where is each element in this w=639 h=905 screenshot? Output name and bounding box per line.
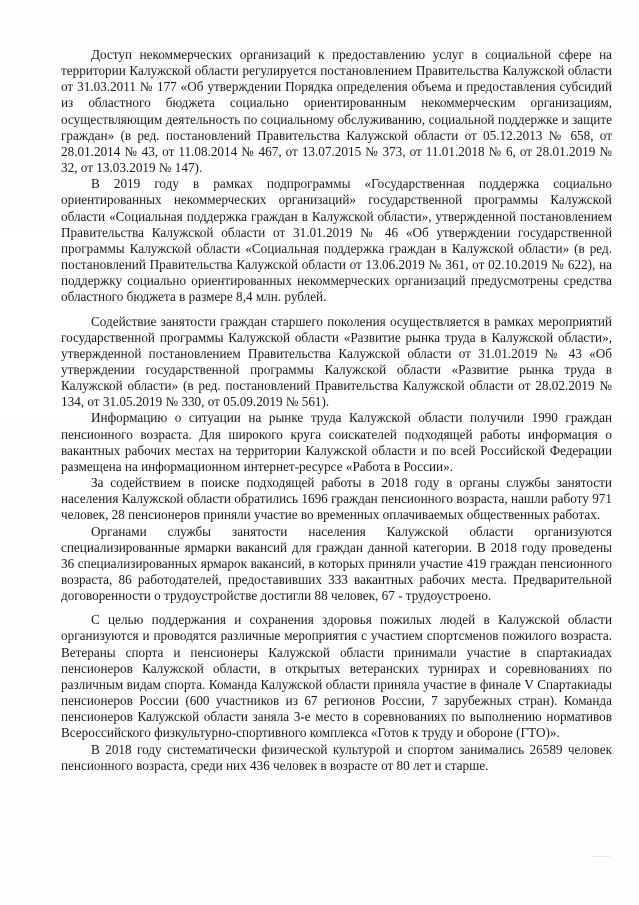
paragraph-job-search-2018: За содействием в поиске подходящей работы в 2018 году в органы службы занятости населения Калужской области обратились 1696 граждан пенсионного возраста, нашли работу 971 человек, 28 пенсионеров приняли участие во временных оплачиваемых общественных работах. — [61, 475, 612, 523]
scan-artifact — [592, 856, 610, 867]
paragraph-sports-statistics: В 2018 году систематически физической культурой и спортом занимались 26589 человек пенсионного возраста, среди них 436 человек в возрасте от 80 лет и старше. — [61, 741, 612, 773]
paragraph-employment-program: Содействие занятости граждан старшего поколения осуществляется в рамках мероприятий государственной программы Калужской области «Развитие рынка труда в Калужской области», утвержденной постановлением Правительства Калужской области от 31.01.2019 № 43 «Об утверждении государственной программы Калужской области «Развитие рынка труда в Калужской области» (в ред. постановлений Правительства Калужской области от 28.02.2019 № 134, от 31.05.2019 № 330, от 05.09.2019 № 561). — [61, 313, 612, 410]
paragraph-nko-access: Доступ некоммерческих организаций к предоставлению услуг в социальной сфере на территории Калужской области регулируется постановлением Правительства Калужской области от 31.03.2011 № 177 «Об утверждении Порядка определения объема и предоставления субсидий из областного бюджета социально ориентированным некоммерческим организациям, осуществляющим деятельность по социальному обслуживанию, социальной поддержке и защите граждан» (в ред. постановлений Правительства Калужской области от 05.12.2013 № 658, от 28.01.2014 № 43, от 11.08.2014 № 467, от 13.07.2015 № 373, от 11.01.2018 № 6, от 28.01.2019 № 32, от 13.03.2019 № 147). — [61, 47, 612, 176]
paragraph-job-fairs: Органами службы занятости населения Калужской области организуются специализированные ярмарки вакансий для граждан данной категории. В 2018 году проведены 36 специализированных ярмарок вакансий, в которых приняли участие 419 граждан пенсионного возраста, 86 работодателей, предоставивших 333 вакантных рабочих места. Предварительной договоренности о трудоустройстве достигли 88 человек, 67 - трудоустроено. — [61, 523, 612, 604]
document-body — [61, 47, 612, 774]
paragraph-sports-events: С целью поддержания и сохранения здоровья пожилых людей в Калужской области организуются и проводятся различные мероприятия с участием спортсменов пожилого возраста. Ветераны спорта и пенсионеры Калужской области принимали участие в спартакиадах пенсионеров Калужской области, в открытых ветеранских турнирах и соревнованиях по различным видам спорта. Команда Калужской области приняла участие в финале V Спартакиады пенсионеров России (600 участников из 67 регионов России, 7 зарубежных стран). Команда пенсионеров Калужской области заняла 3-е место в соревнованиях по выполнению нормативов Всероссийского физкультурно-спортивного комплекса «Готов к труду и обороне (ГТО)». — [61, 612, 612, 741]
paragraph-labor-market-info: Информацию о ситуации на рынке труда Калужской области получили 1990 граждан пенсионного возраста. Для широкого круга соискателей подходящей работы информация о вакантных рабочих местах на территории Калужской области и по всей Российской Федерации размещена на информационном интернет-ресурсе «Работа в России». — [61, 410, 612, 474]
paragraph-nko-support-2019: В 2019 году в рамках подпрограммы «Государственная поддержка социально ориентированных некоммерческих организаций» государственной программы Калужской области «Социальная поддержка граждан в Калужской области», утвержденной постановлением Правительства Калужской области от 31.01.2019 № 46 «Об утверждении государственной программы Калужской области «Социальная поддержка граждан в Калужской области» (в ред. постановлений Правительства Калужской области от 13.06.2019 № 361, от 02.10.2019 № 622), на поддержку социально ориентированных некоммерческих организаций предусмотрены средства областного бюджета в размере 8,4 млн. рублей. — [61, 176, 612, 305]
